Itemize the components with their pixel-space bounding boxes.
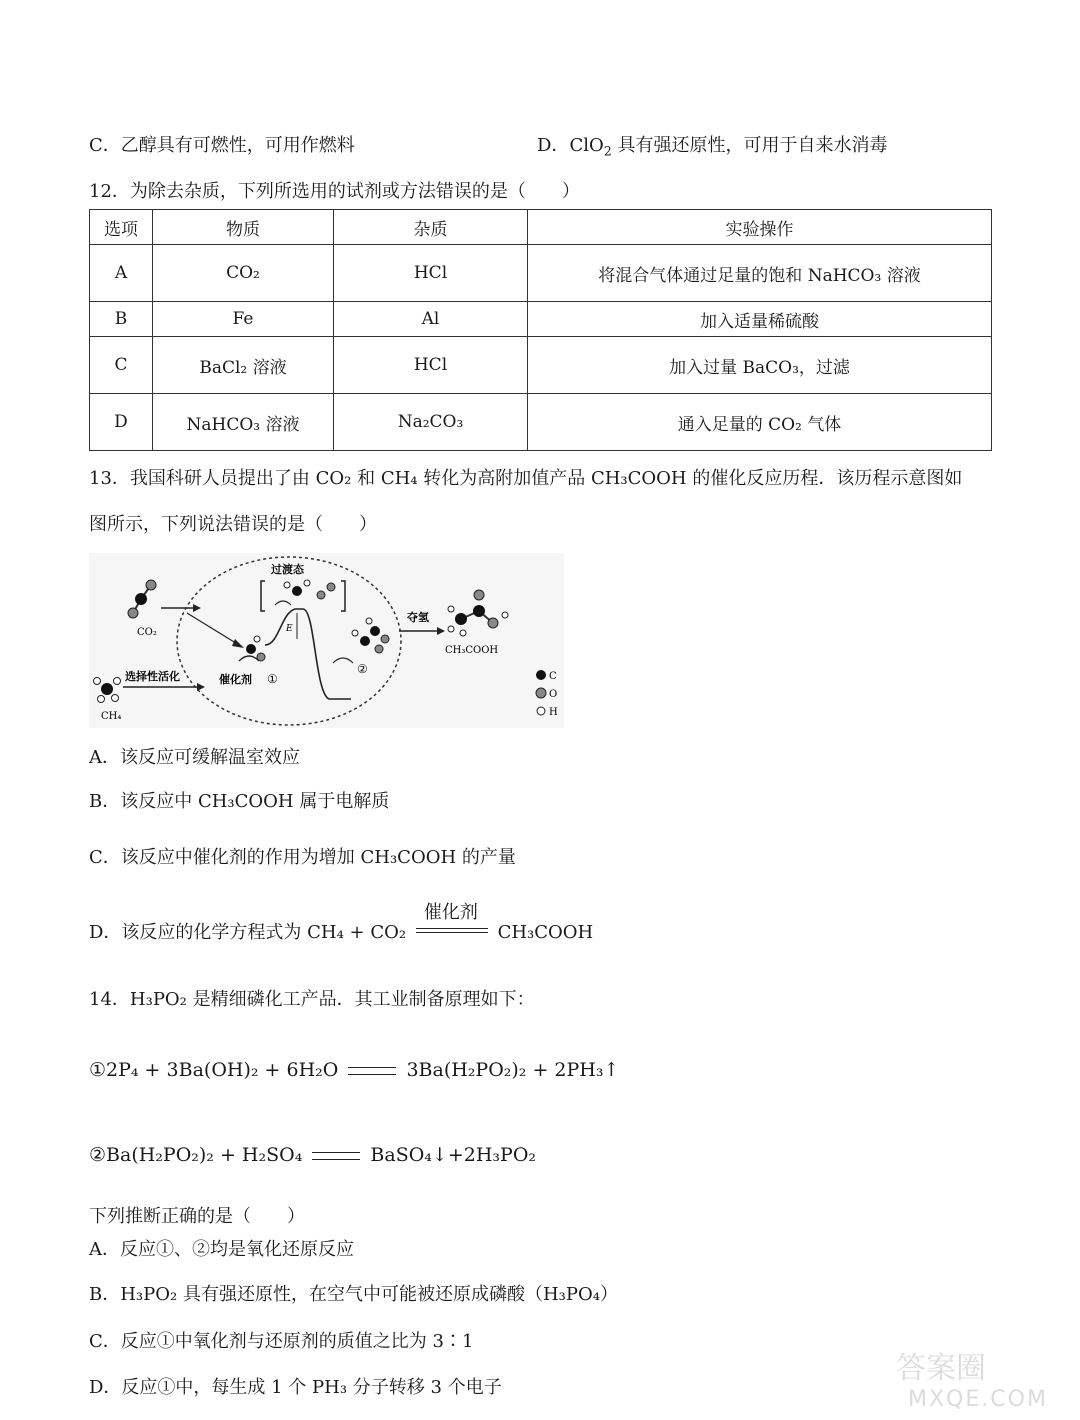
q13-option-d-lhs: D．该反应的化学方程式为 CH₄ + CO₂ bbox=[89, 922, 407, 943]
catalyst-condition-arrow bbox=[416, 898, 488, 942]
q13-stem-line1: 13．我国科研人员提出了由 CO₂ 和 CH₄ 转化为高附加值产品 CH₃COOH 的催化反应历程．该历程示意图如 bbox=[89, 468, 963, 489]
legend-oxygen: O bbox=[549, 689, 558, 700]
q12-header-option: 选项 bbox=[90, 210, 153, 245]
table-row bbox=[90, 337, 992, 394]
watermark-top: 答案圈 bbox=[896, 1351, 986, 1386]
q13-option-c: C．该反应中催化剂的作用为增加 CH₃COOH 的产量 bbox=[89, 847, 516, 868]
watermark-bottom: MXQE.COM bbox=[908, 1387, 1048, 1412]
q12-cell-option: A bbox=[90, 245, 153, 302]
q14-option-b: B．H₃PO₂ 具有强还原性，在空气中可能被还原成磷酸（H₃PO₄） bbox=[89, 1284, 618, 1305]
q12-cell-impurity: HCl bbox=[334, 245, 528, 302]
q12-header-substance: 物质 bbox=[153, 210, 334, 245]
q12-cell-impurity: HCl bbox=[334, 337, 528, 394]
q12-cell-impurity: Na₂CO₃ bbox=[334, 394, 528, 451]
reaction1-reactants: ①2P₄ + 3Ba(OH)₂ + 6H₂O bbox=[89, 1059, 339, 1081]
q11-option-c: C．乙醇具有可燃性，可用作燃料 bbox=[89, 135, 355, 156]
q11-option-d-text: 具有强还原性，可用于自来水消毒 bbox=[617, 135, 888, 156]
q12-cell-option: C bbox=[90, 337, 153, 394]
reaction1-equals-sign bbox=[348, 1067, 396, 1075]
q14-option-d: D．反应①中，每生成 1 个 PH₃ 分子转移 3 个电子 bbox=[89, 1377, 502, 1398]
q12-cell-operation: 加入过量 BaCO₃，过滤 bbox=[528, 337, 992, 394]
q13-option-a: A．该反应可缓解温室效应 bbox=[89, 747, 300, 768]
legend-carbon: C bbox=[549, 671, 557, 682]
q12-cell-operation: 加入适量稀硫酸 bbox=[528, 302, 992, 337]
dehydrogenation-label: 夺氢 bbox=[407, 611, 429, 624]
reaction2-reactants: ②Ba(H₂PO₂)₂ + H₂SO₄ bbox=[89, 1144, 303, 1166]
step2-label: ② bbox=[357, 662, 368, 676]
q11-option-d bbox=[537, 134, 887, 158]
co2-label: CO₂ bbox=[137, 627, 157, 638]
reaction1-products: 3Ba(H₂PO₂)₂ + 2PH₃↑ bbox=[406, 1059, 620, 1081]
q12-cell-option: D bbox=[90, 394, 153, 451]
q13-option-b: B．该反应中 CH₃COOH 属于电解质 bbox=[89, 791, 390, 812]
transition-state-label: 过渡态 bbox=[271, 563, 304, 576]
q12-header-operation: 实验操作 bbox=[528, 210, 992, 245]
q14-stem: 14．H₃PO₂ 是精细磷化工产品．其工业制备原理如下： bbox=[89, 989, 535, 1010]
q12-table bbox=[89, 209, 992, 451]
q14-option-c: C．反应①中氧化剂与还原剂的质值之比为 3∶1 bbox=[89, 1331, 474, 1352]
q12-cell-operation: 将混合气体通过足量的饱和 NaHCO₃ 溶液 bbox=[528, 245, 992, 302]
q13-option-d bbox=[89, 898, 593, 948]
q11-option-d-formula: ClO bbox=[569, 135, 604, 156]
table-row bbox=[90, 394, 992, 451]
q12-stem: 12．为除去杂质，下列所选用的试剂或方法错误的是（ ） bbox=[89, 181, 580, 202]
q13-option-d-rhs: CH₃COOH bbox=[497, 922, 594, 943]
energy-label: E bbox=[286, 624, 293, 634]
q12-cell-substance: BaCl₂ 溶液 bbox=[153, 337, 334, 394]
q14-option-a: A．反应①、②均是氧化还原反应 bbox=[89, 1239, 354, 1260]
q12-header-impurity: 杂质 bbox=[334, 210, 528, 245]
ch4-label: CH₄ bbox=[101, 711, 122, 722]
q12-cell-substance: CO₂ bbox=[153, 245, 334, 302]
q12-cell-substance: NaHCO₃ 溶液 bbox=[153, 394, 334, 451]
q12-cell-substance: Fe bbox=[153, 302, 334, 337]
q12-cell-operation: 通入足量的 CO₂ 气体 bbox=[528, 394, 992, 451]
q11-option-d-subscript: 2 bbox=[603, 143, 612, 159]
q14-ask: 下列推断正确的是（ ） bbox=[89, 1206, 305, 1227]
table-row bbox=[90, 245, 992, 302]
reaction2-products: BaSO₄↓+2H₃PO₂ bbox=[370, 1144, 537, 1166]
product-label: CH₃COOH bbox=[445, 645, 499, 656]
q11-option-d-prefix: D． bbox=[537, 135, 570, 156]
q12-cell-impurity: Al bbox=[334, 302, 528, 337]
reaction-pathway-diagram bbox=[89, 553, 564, 728]
legend-hydrogen: H bbox=[549, 707, 558, 718]
q13-stem-line2: 图所示，下列说法错误的是（ ） bbox=[89, 514, 377, 535]
q12-table-header bbox=[90, 210, 992, 245]
step1-label: ① bbox=[267, 672, 278, 686]
q12-cell-option: B bbox=[90, 302, 153, 337]
reaction2-equals-sign bbox=[312, 1152, 360, 1160]
table-row bbox=[90, 302, 992, 337]
activation-label: 选择性活化 bbox=[125, 670, 180, 683]
condition-catalyst-text: 催化剂 bbox=[423, 902, 478, 923]
diagram-background bbox=[89, 553, 564, 728]
q14-reaction-2 bbox=[89, 1143, 536, 1167]
q14-reaction-1 bbox=[89, 1058, 619, 1082]
catalyst-label: 催化剂 bbox=[219, 673, 252, 686]
watermark-logo bbox=[868, 1342, 1068, 1412]
